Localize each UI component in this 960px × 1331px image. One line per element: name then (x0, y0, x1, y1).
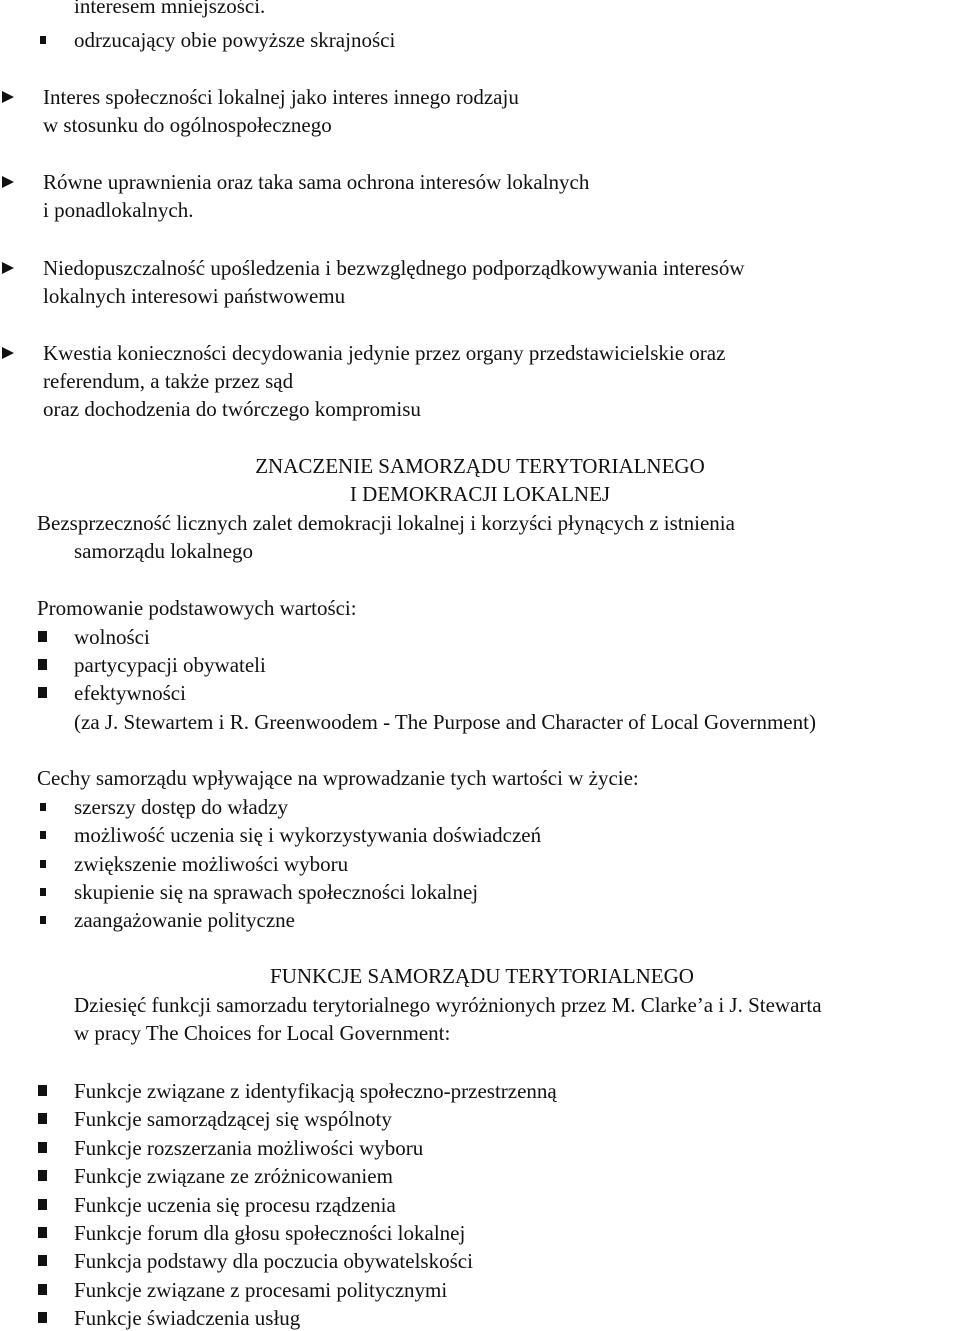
square-bullet-icon (40, 916, 46, 924)
square-bullet-icon (38, 1227, 47, 1238)
list-item-label: Funkcja podstawy dla poczucia obywatelskości (74, 1249, 473, 1274)
list-item (38, 1193, 396, 1217)
square-bullet-icon (40, 888, 46, 896)
square-bullet-icon (40, 36, 46, 44)
list-item-label: możliwość uczenia się i wykorzystywania doświadczeń (74, 823, 542, 848)
paragraph-line: w pracy The Choices for Local Government: (74, 1021, 451, 1045)
arrow-item-text: referendum, a także przez sąd (43, 369, 294, 393)
list-item-label: odrzucający obie powyższe skrajności (74, 28, 396, 52)
square-bullet-icon (40, 803, 46, 811)
arrow-item-text: Równe uprawnienia oraz taka sama ochrona interesów lokalnych (43, 170, 590, 194)
list-item (40, 908, 295, 932)
list-item-label: partycypacji obywateli (74, 653, 266, 677)
paragraph-line: Dziesięć funkcji samorzadu terytorialnego wyróżnionych przez M. Clarke’a i J. Stewarta (74, 993, 822, 1017)
source-note: (za J. Stewartem i R. Greenwoodem - The Purpose and Character of Local Government) (74, 710, 816, 734)
list-item (38, 1079, 557, 1103)
features-title: Cechy samorządu wpływające na wprowadzanie tych wartości w życie: (37, 766, 639, 790)
arrow-bullet-icon (2, 176, 14, 188)
section-heading: FUNKCJE SAMORZĄDU TERYTORIALNEGO (270, 964, 694, 988)
list-item (38, 1107, 392, 1131)
list-item-label: szerszy dostęp do władzy (74, 795, 289, 819)
list-item (38, 1306, 300, 1330)
list-item-label: Funkcje związane ze zróżnicowaniem (74, 1164, 393, 1189)
square-bullet-icon (38, 687, 47, 698)
list-item (40, 852, 348, 876)
arrow-item-text: Interes społeczności lokalnej jako interes innego rodzaju (43, 85, 519, 109)
text-line: interesem mniejszości. (74, 0, 266, 18)
list-item (40, 823, 541, 847)
list-item (40, 795, 288, 819)
square-bullet-icon (38, 1113, 47, 1124)
list-item-label: efektywności (74, 681, 186, 705)
arrow-bullet-icon (2, 347, 14, 359)
list-item (38, 1164, 393, 1188)
list-item-label: Funkcje uczenia się procesu rządzenia (74, 1192, 396, 1217)
arrow-item-text: oraz dochodzenia do twórczego kompromisu (43, 397, 421, 421)
list-item-label: wolności (74, 625, 150, 649)
list-item (38, 653, 266, 677)
values-title: Promowanie podstawowych wartości: (37, 596, 357, 620)
square-bullet-icon (38, 659, 47, 670)
square-bullet-icon (38, 1085, 47, 1096)
arrow-item-text: Niedopuszczalność upośledzenia i bezwzględnego podporządkowywania interesów (43, 256, 745, 280)
paragraph-line: Bezsprzeczność licznych zalet demokracji lokalnej i korzyści płynących z istnienia (37, 511, 735, 535)
section-heading: ZNACZENIE SAMORZĄDU TERYTORIALNEGO (255, 454, 705, 478)
list-item (38, 625, 150, 649)
list-item (38, 1249, 473, 1273)
section-heading: I DEMOKRACJI LOKALNEJ (349, 482, 611, 506)
list-item-label: zwiększenie możliwości wyboru (74, 851, 349, 876)
list-item-label: zaangażowanie polityczne (74, 908, 295, 933)
list-item-label: Funkcje świadczenia usług (74, 1306, 301, 1331)
list-item (38, 681, 186, 705)
square-bullet-icon (38, 1284, 47, 1295)
list-item-label: Funkcje forum dla głosu społeczności lokalnej (74, 1221, 466, 1245)
arrow-item-text: w stosunku do ogólnospołecznego (43, 113, 332, 137)
list-item-label: skupienie się na sprawach społeczności lokalnej (74, 879, 479, 904)
square-bullet-icon (38, 1312, 47, 1323)
list-item-label: Funkcje związane z identyfikacją społeczno-przestrzenną (74, 1079, 557, 1103)
square-bullet-icon (38, 1142, 47, 1153)
arrow-item-text: i ponadlokalnych. (43, 198, 194, 222)
arrow-item-text: Kwestia konieczności decydowania jedynie przez organy przedstawicielskie oraz (43, 341, 726, 365)
square-bullet-icon (40, 860, 46, 868)
list-item (38, 1136, 423, 1160)
square-bullet-icon (38, 1255, 47, 1266)
arrow-bullet-icon (2, 262, 14, 274)
list-item-label: Funkcje samorządzącej się wspólnoty (74, 1107, 392, 1132)
list-item (40, 28, 395, 52)
list-item-label: Funkcje związane z procesami politycznymi (74, 1277, 448, 1302)
arrow-bullet-icon (2, 91, 14, 103)
paragraph-line: samorządu lokalnego (74, 539, 254, 563)
list-item (40, 880, 478, 904)
arrow-item-text: lokalnych interesowi państwowemu (43, 284, 346, 308)
square-bullet-icon (38, 1170, 47, 1181)
square-bullet-icon (38, 1199, 47, 1210)
list-item-label: Funkcje rozszerzania możliwości wyboru (74, 1135, 424, 1160)
list-item (38, 1278, 447, 1302)
square-bullet-icon (38, 631, 47, 642)
square-bullet-icon (40, 831, 46, 839)
list-item (38, 1221, 465, 1245)
